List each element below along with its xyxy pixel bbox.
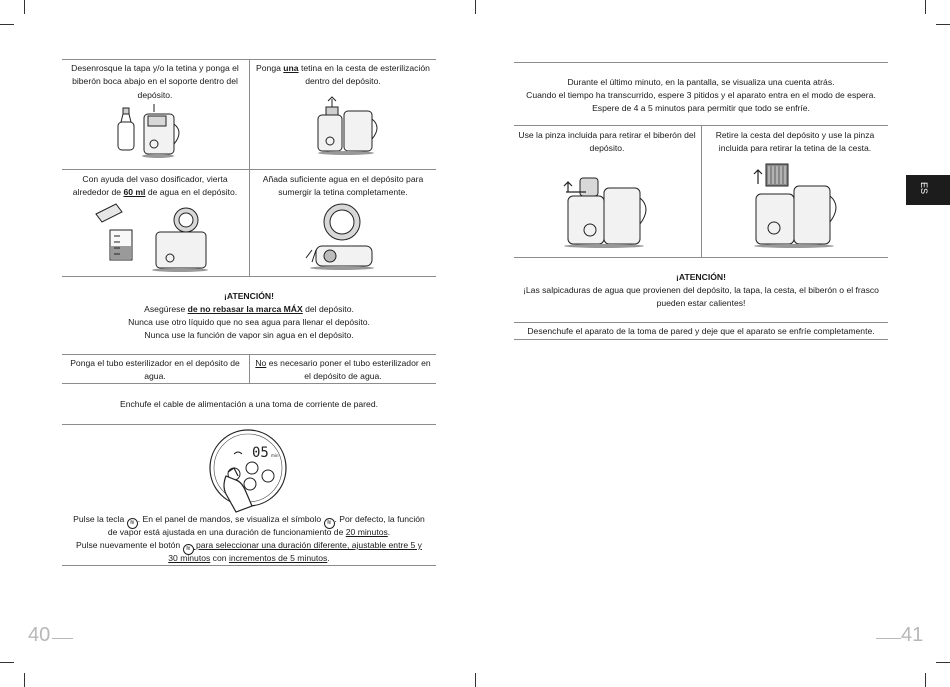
attention-line: Nunca use otro líquido que no sea agua para llenar el depósito. xyxy=(128,317,370,327)
step1-teat-illustration xyxy=(312,97,392,162)
crop-mark xyxy=(24,0,25,14)
page-number: 41 xyxy=(901,624,924,646)
step1-left-text: Desenrosque la tapa y/o la tetina y ponga el biberón boca abajo en el soporte dentro del depósito. xyxy=(71,63,239,100)
divider xyxy=(249,354,250,383)
step2-left-text: Con ayuda del vaso dosificador, vierta alrededor de 60 ml de agua en el depósito. xyxy=(72,174,238,198)
unplug-text: Desenchufe el aparato de la toma de pared y deje que el aparato se enfríe completamente. xyxy=(527,326,875,336)
attention-line: Nunca use la función de vapor sin agua en el depósito. xyxy=(144,330,354,340)
countdown-line: Espere de 4 a 5 minutos para permitir que todo se enfríe. xyxy=(592,103,810,113)
steam-button-icon: ≋ xyxy=(183,544,194,555)
crop-mark xyxy=(475,0,476,14)
steam-symbol-icon: ≋ xyxy=(324,518,335,529)
step1-bottle-illustration xyxy=(108,100,198,165)
remove-left-text: Use la pinza incluida para retirar el biberón del depósito. xyxy=(518,130,696,154)
divider xyxy=(701,125,702,257)
attention-title: ¡ATENCIÓN! xyxy=(676,272,726,282)
panel-line4: 30 minutos con incrementos de 5 minutos. xyxy=(168,553,330,563)
divider xyxy=(249,59,250,276)
attention-line: pueden estar calientes! xyxy=(656,298,746,308)
crop-mark xyxy=(24,673,25,687)
steam-key-icon: ≋ xyxy=(127,518,138,529)
page-number-rule xyxy=(52,638,73,639)
crop-mark xyxy=(0,662,14,663)
crop-mark xyxy=(0,24,14,25)
panel-line2: de vapor está ajustada en una duración de funcionamiento de 20 minutos. xyxy=(107,527,391,537)
divider xyxy=(514,339,888,340)
step1-right-text: Ponga una tetina en la cesta de esterilización dentro del depósito. xyxy=(256,63,430,87)
crop-mark xyxy=(936,662,950,663)
remove-right-text: Retire la cesta del depósito y use la pinza incluida para retirar la tetina de la cesta. xyxy=(715,130,875,154)
step2-teat-water-illustration xyxy=(302,200,382,272)
crop-mark xyxy=(475,673,476,687)
step2-measuring-cup-illustration xyxy=(92,200,212,275)
step2-right-text: Añada suficiente agua en el depósito para sumergir la tetina completamente. xyxy=(262,174,424,198)
divider xyxy=(62,424,436,425)
crop-mark xyxy=(925,673,926,687)
crop-mark xyxy=(925,0,926,14)
remove-basket-illustration xyxy=(748,160,848,250)
plug-in-text: Enchufe el cable de alimentación a una toma de corriente de pared. xyxy=(120,399,378,409)
tube-right-text: No es necesario poner el tubo esterilizador en el depósito de agua. xyxy=(255,358,431,382)
countdown-line: Durante el último minuto, en la pantalla, se visualiza una cuenta atrás. xyxy=(567,77,835,87)
divider xyxy=(514,257,888,258)
panel-line3: Pulse nuevamente el botón ≋ para seleccionar una duración diferente, ajustable entre 5 y xyxy=(62,539,436,555)
tube-left-text: Ponga el tubo esterilizador en el depósito de agua. xyxy=(70,358,240,382)
divider xyxy=(62,383,436,384)
crop-mark xyxy=(936,24,950,25)
countdown-line: Cuando el tiempo ha transcurrido, espere 3 pitidos y el aparato entra en el modo de espera. xyxy=(526,90,876,100)
display-unit: min xyxy=(271,453,279,458)
attention-line: ¡Las salpicaduras de agua que provienen del depósito, la tapa, la cesta, el biberón o el frasco xyxy=(523,285,879,295)
attention-line: Asegúrese de no rebasar la marca MÁX del depósito. xyxy=(144,304,354,314)
attention-title: ¡ATENCIÓN! xyxy=(224,291,274,301)
control-panel-illustration xyxy=(204,428,294,510)
remove-bottle-illustration xyxy=(560,168,660,250)
panel-line1: Pulse la tecla ≋ . En el panel de mandos, se visualiza el símbolo ≋ . Por defecto, la función xyxy=(62,513,436,529)
divider xyxy=(514,322,888,323)
display-digits: 05 xyxy=(252,445,269,461)
page-number: 40 xyxy=(28,624,51,646)
divider xyxy=(62,169,436,170)
divider xyxy=(62,565,436,566)
language-tab: ES xyxy=(906,175,950,205)
divider xyxy=(514,62,888,63)
page-number-rule xyxy=(876,638,901,639)
divider xyxy=(62,276,436,277)
